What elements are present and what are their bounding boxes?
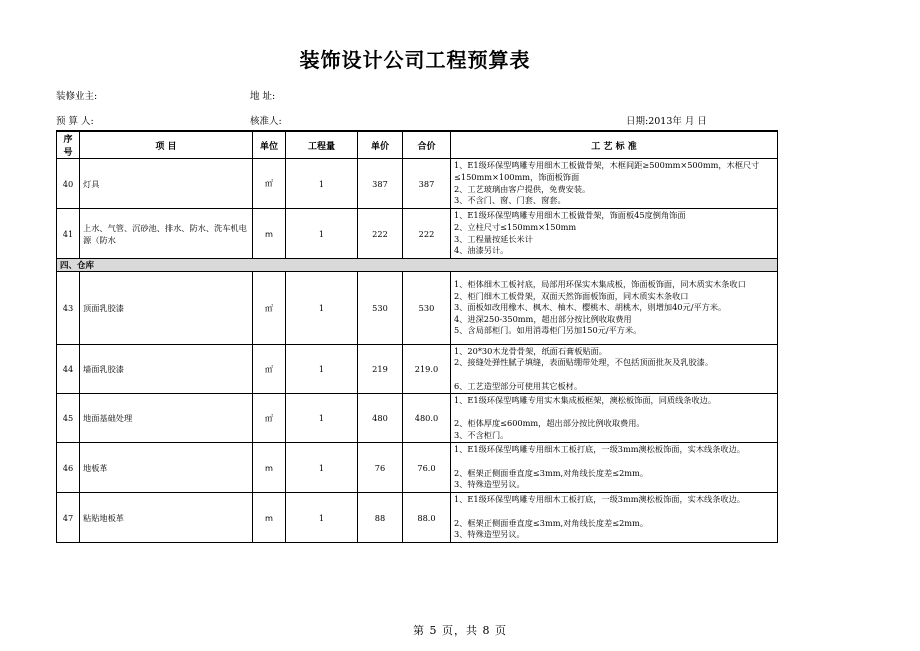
header-total: 合价 <box>403 131 451 159</box>
row-price: 387 <box>358 159 403 209</box>
table-row <box>57 159 778 209</box>
row-no: 40 <box>57 159 80 209</box>
table-row <box>57 272 778 345</box>
row-qty: 1 <box>286 159 358 209</box>
row-unit: m <box>253 443 286 493</box>
owner-label: 装修业主: <box>56 91 98 102</box>
header-price: 单价 <box>358 131 403 159</box>
row-price: 222 <box>358 209 403 259</box>
standard-line: 1、柜体细木工板衬底，局部用环保实木集成板，饰面板饰面，同木质实木条收口 <box>454 279 746 290</box>
row-unit: ㎡ <box>253 272 286 345</box>
row-total: 387 <box>403 159 451 209</box>
header-qty: 工程量 <box>286 131 358 159</box>
standard-line: 6、工艺造型部分可使用其它板材。 <box>454 380 583 391</box>
standard-line: 1、E1级环保型鸣雕专用细木工板打底，一级3mm澳松板饰面，实木线条收边。 <box>454 444 745 455</box>
header-unit: 单位 <box>253 131 286 159</box>
row-item: 灯具 <box>80 159 253 209</box>
standard-line: 4、进深250-350mm，超出部分按比例收取费用 <box>454 313 632 324</box>
row-total: 530 <box>403 272 451 345</box>
row-price: 88 <box>358 493 403 543</box>
row-unit: ㎡ <box>253 394 286 443</box>
row-unit: m <box>253 209 286 259</box>
section-row <box>57 259 778 272</box>
standard-line: 1、E1级环保型鸣雕专用细木工板做骨架，饰面板45度倒角饰面 <box>454 210 686 221</box>
row-total: 88.0 <box>403 493 451 543</box>
row-price: 530 <box>358 272 403 345</box>
row-standard <box>451 443 778 493</box>
row-no: 46 <box>57 443 80 493</box>
row-no: 41 <box>57 209 80 259</box>
row-item: 粘贴地板革 <box>80 493 253 543</box>
row-unit: ㎡ <box>253 345 286 394</box>
table-header-row <box>57 131 778 159</box>
standard-line: 3、不含门、窗、门套、窗套。 <box>454 195 566 206</box>
standard-line: 1、20*30木龙骨骨架，纸面石膏板贴面。 <box>454 345 607 356</box>
date-text: 日期:2013年 月 日 <box>626 116 707 127</box>
header-standard: 工 艺 标 准 <box>451 131 778 159</box>
standard-line <box>454 406 774 418</box>
standard-line: 1、E1级环保型鸣雕专用实木集成板框架，澳松板饰面，同质线条收边。 <box>454 394 717 405</box>
row-total: 76.0 <box>403 443 451 493</box>
estimator-label: 预 算 人: <box>56 116 94 127</box>
standard-line: 3、不含柜门。 <box>454 429 509 440</box>
row-no: 45 <box>57 394 80 443</box>
row-total: 219.0 <box>403 345 451 394</box>
table-row <box>57 493 778 543</box>
approver-label: 核准人: <box>250 116 282 127</box>
standard-line: 3、面板如改用橡木、枫木、柚木、樱桃木、胡桃木，则增加40元/平方米。 <box>454 302 727 313</box>
standard-line: 2、框架正侧面垂直度≤3mm,对角线长度差≤2mm。 <box>454 517 649 528</box>
row-standard <box>451 493 778 543</box>
row-qty: 1 <box>286 345 358 394</box>
row-no: 43 <box>57 272 80 345</box>
budget-table <box>56 130 778 543</box>
row-standard <box>451 272 778 345</box>
row-standard <box>451 345 778 394</box>
row-item: 地板革 <box>80 443 253 493</box>
row-standard <box>451 394 778 443</box>
standard-line: 1、E1级环保型鸣雕专用细木工板做骨架，木框间距≥500mm×500mm，木框尺寸≤150mm×100mm，饰面板饰面 <box>454 160 760 182</box>
standard-line <box>454 506 774 518</box>
row-standard <box>451 159 778 209</box>
standard-line: 2、立柱尺寸≤150mm×150mm <box>454 221 577 232</box>
row-standard <box>451 209 778 259</box>
row-qty: 1 <box>286 209 358 259</box>
address-label: 地 址: <box>250 91 276 102</box>
row-item: 上水、气管、沉砂池、排水、防水、洗车机电源（防水 <box>80 209 253 259</box>
standard-line: 1、E1级环保型鸣雕专用细木工板打底，一级3mm澳松板饰面，实木线条收边。 <box>454 494 745 505</box>
row-no: 47 <box>57 493 80 543</box>
table-row <box>57 394 778 443</box>
row-item: 地面基础处理 <box>80 394 253 443</box>
page-number: 第 5 页，共 8 页 <box>413 624 507 637</box>
standard-line: 2、工艺玻璃由客户提供，免费安装。 <box>454 183 591 194</box>
row-unit: m <box>253 493 286 543</box>
standard-line: 2、柜门细木工板骨架，双面天然饰面板饰面，同木质实木条收口 <box>454 290 689 301</box>
row-item: 顶面乳胶漆 <box>80 272 253 345</box>
row-price: 219 <box>358 345 403 394</box>
standard-line: 2、框架正侧面垂直度≤3mm,对角线长度差≤2mm。 <box>454 467 649 478</box>
row-qty: 1 <box>286 272 358 345</box>
row-unit: ㎡ <box>253 159 286 209</box>
section-title: 四、仓库 <box>57 259 778 272</box>
row-qty: 1 <box>286 443 358 493</box>
row-item: 墙面乳胶漆 <box>80 345 253 394</box>
header-no: 序号 <box>57 131 80 159</box>
table-row <box>57 443 778 493</box>
standard-line: 3、特殊造型另议。 <box>454 479 525 490</box>
standard-line: 3、特殊造型另议。 <box>454 529 525 540</box>
standard-line: 5、含局部柜门。如用消毒柜门另加150元/平方米。 <box>454 325 642 336</box>
row-total: 222 <box>403 209 451 259</box>
table-row <box>57 209 778 259</box>
standard-line <box>454 456 774 468</box>
standard-line <box>454 369 774 381</box>
table-row <box>57 345 778 394</box>
standard-line: 2、接缝处弹性腻子填缝，表面贴绷带处理，不包括顶面批灰及乳胶漆。 <box>454 357 714 368</box>
row-total: 480.0 <box>403 394 451 443</box>
row-price: 76 <box>358 443 403 493</box>
standard-line: 3、工程量按延长米计 <box>454 233 533 244</box>
row-price: 480 <box>358 394 403 443</box>
row-qty: 1 <box>286 493 358 543</box>
row-qty: 1 <box>286 394 358 443</box>
header-item: 项 目 <box>80 131 253 159</box>
row-no: 44 <box>57 345 80 394</box>
standard-line: 2、柜体厚度≤600mm，超出部分按比例收取费用。 <box>454 418 645 428</box>
page-title: 装饰设计公司工程预算表 <box>299 48 531 72</box>
standard-line: 4、油漆另计。 <box>454 245 509 256</box>
